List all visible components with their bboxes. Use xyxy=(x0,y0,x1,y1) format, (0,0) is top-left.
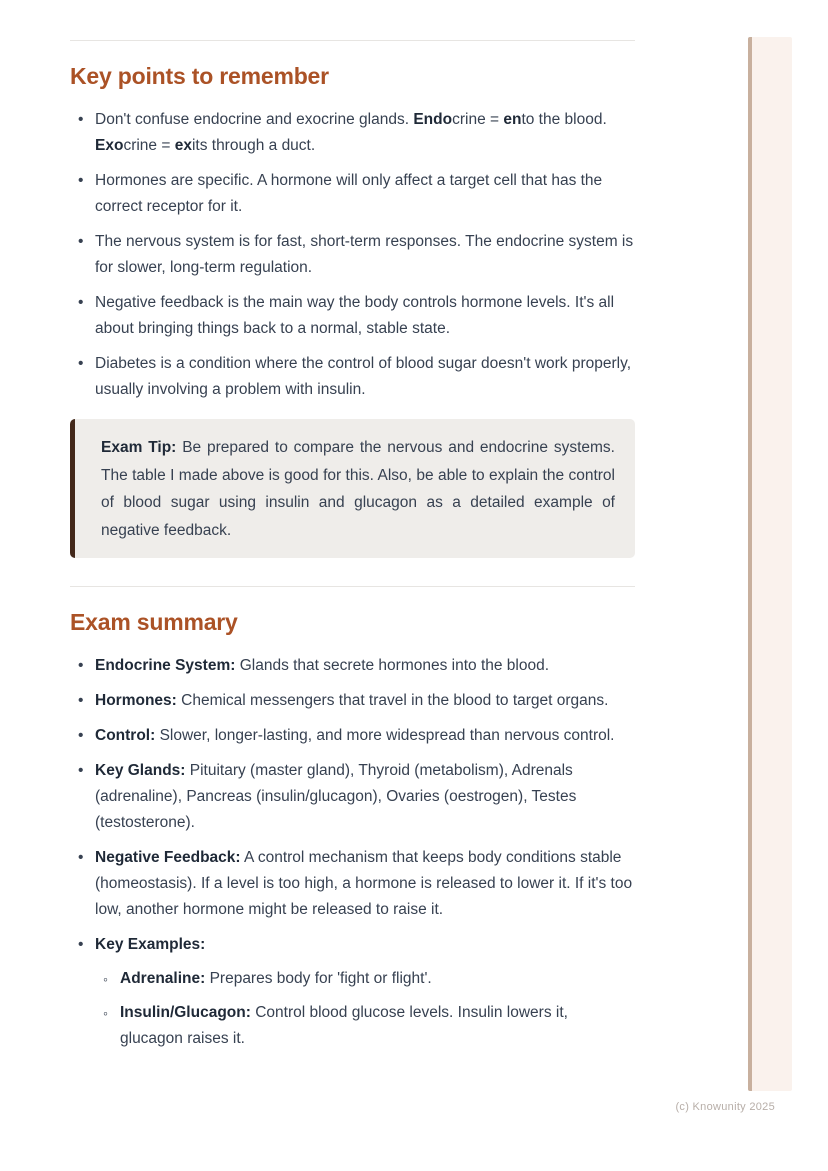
text-segment: Be prepared to compare the nervous and endocrine systems. The table I made above is good for this. Also, be able to explain the control of blood sugar using insulin and glucagon as a detailed example of negative feedback. xyxy=(101,439,615,539)
bullet-item xyxy=(70,168,635,220)
text-segment: Hormones are specific. A hormone will only affect a target cell that has the correct receptor for it. xyxy=(95,172,603,215)
sub-bullet-item xyxy=(95,966,635,992)
bullet-item xyxy=(70,351,635,403)
bold-text-segment: Endocrine System: xyxy=(95,657,236,674)
bullet-item xyxy=(70,688,635,714)
bullet-item xyxy=(70,723,635,749)
bullet-item xyxy=(70,845,635,923)
footer-credit: (c) Knowunity 2025 xyxy=(675,1101,775,1113)
text-segment: Diabetes is a condition where the control of blood sugar doesn't work properly, usually involving a problem with insulin. xyxy=(95,355,631,398)
bold-text-segment: ex xyxy=(174,137,192,154)
text-segment: crine = xyxy=(452,111,504,128)
bold-text-segment: Hormones: xyxy=(95,692,177,709)
text-segment: Don't confuse endocrine and exocrine glands. xyxy=(95,111,414,128)
sub-list xyxy=(95,966,635,1052)
text-segment: crine = xyxy=(123,137,175,154)
bold-text-segment: Insulin/Glucagon: xyxy=(120,1004,251,1021)
bold-text-segment: Exo xyxy=(95,137,124,154)
exam-summary-list xyxy=(70,653,635,1052)
bold-text-segment: en xyxy=(503,111,522,128)
page-edge-strip xyxy=(748,37,792,1091)
exam-summary-heading: Exam summary xyxy=(70,609,238,635)
text-segment: to the blood. xyxy=(521,111,607,128)
section-divider xyxy=(70,586,635,587)
key-points-heading: Key points to remember xyxy=(70,63,329,89)
text-segment: A control mechanism that keeps body conditions stable (homeostasis). If a level is too high, a hormone is released to lower it. If it's too low, another hormone might be released to raise it. xyxy=(95,849,633,918)
bullet-item xyxy=(70,290,635,342)
bold-text-segment: Negative Feedback: xyxy=(95,849,241,866)
text-segment: The nervous system is for fast, short-term responses. The endocrine system is for slower, long-term regulation. xyxy=(95,233,634,276)
text-segment: Chemical messengers that travel in the blood to target organs. xyxy=(176,692,609,709)
exam-tip-callout xyxy=(70,419,635,558)
bold-text-segment: Key Glands: xyxy=(95,762,186,779)
bullet-item xyxy=(70,758,635,836)
bold-text-segment: Endo xyxy=(413,111,453,128)
sub-bullet-item xyxy=(95,1000,635,1052)
text-segment: its through a duct. xyxy=(191,137,316,154)
bold-text-segment: Control: xyxy=(95,727,156,744)
text-segment: Control blood glucose levels. Insulin lowers it, glucagon raises it. xyxy=(120,1004,568,1047)
text-segment: Glands that secrete hormones into the blood. xyxy=(235,657,550,674)
content-column xyxy=(70,0,635,1061)
bold-text-segment: Exam Tip: xyxy=(101,439,177,456)
bullet-item xyxy=(70,653,635,679)
bullet-item xyxy=(70,229,635,281)
bullet-item xyxy=(70,107,635,159)
exam-tip-text xyxy=(101,434,615,544)
key-points-list xyxy=(70,107,635,403)
bold-text-segment: Adrenaline: xyxy=(120,970,206,987)
bold-text-segment: Key Examples: xyxy=(95,936,206,953)
text-segment: Slower, longer-lasting, and more widespread than nervous control. xyxy=(155,727,615,744)
section-divider xyxy=(70,40,635,41)
text-segment: Negative feedback is the main way the body controls hormone levels. It's all about bringing things back to a normal, stable state. xyxy=(95,294,615,337)
text-segment: Pituitary (master gland), Thyroid (metabolism), Adrenals (adrenaline), Pancreas (insulin/glucagon), Ovaries (oestrogen), Testes (testosterone). xyxy=(95,762,577,831)
bullet-item xyxy=(70,932,635,1052)
text-segment: Prepares body for 'fight or flight'. xyxy=(205,970,432,987)
